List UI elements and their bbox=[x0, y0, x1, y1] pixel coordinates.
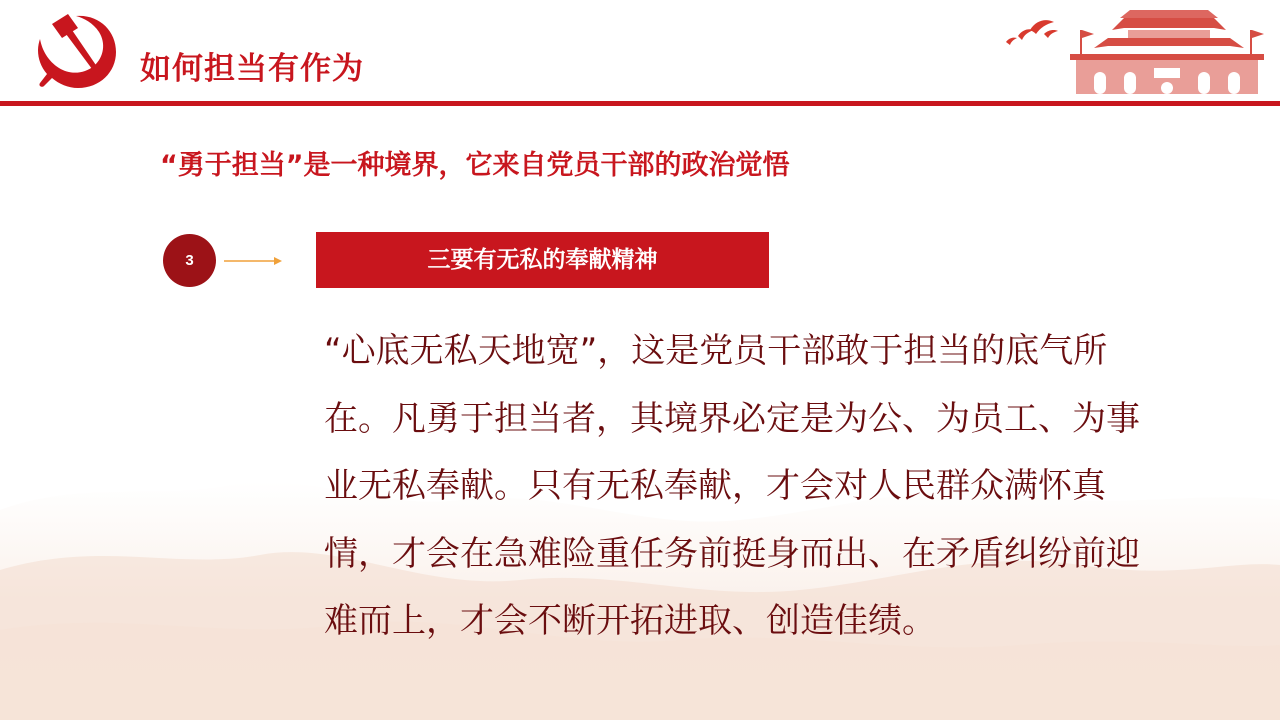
point-number-badge: 3 bbox=[163, 234, 216, 287]
arrow-right-icon bbox=[222, 254, 284, 268]
doves-icon bbox=[1000, 16, 1062, 50]
body-paragraph: “心底无私天地宽”，这是党员干部敢于担当的底气所在。凡勇于担当者，其境界必定是为公、为员工、为事业无私奉献。只有无私奉献，才会对人民群众满怀真情，才会在急难险重任务前挺身而出、在矛盾纠纷前迎难而上，才会不断开拓进取、创造佳绩。 bbox=[324, 331, 1140, 641]
party-emblem-icon bbox=[32, 10, 122, 94]
tiananmen-gate-icon bbox=[1064, 8, 1270, 102]
section-subtitle: “勇于担当”是一种境界，它来自党员干部的政治觉悟 bbox=[160, 150, 790, 181]
page-title: 如何担当有作为 bbox=[140, 51, 364, 87]
point-heading-box: 三要有无私的奉献精神 bbox=[316, 232, 769, 288]
header-divider bbox=[0, 101, 1280, 106]
